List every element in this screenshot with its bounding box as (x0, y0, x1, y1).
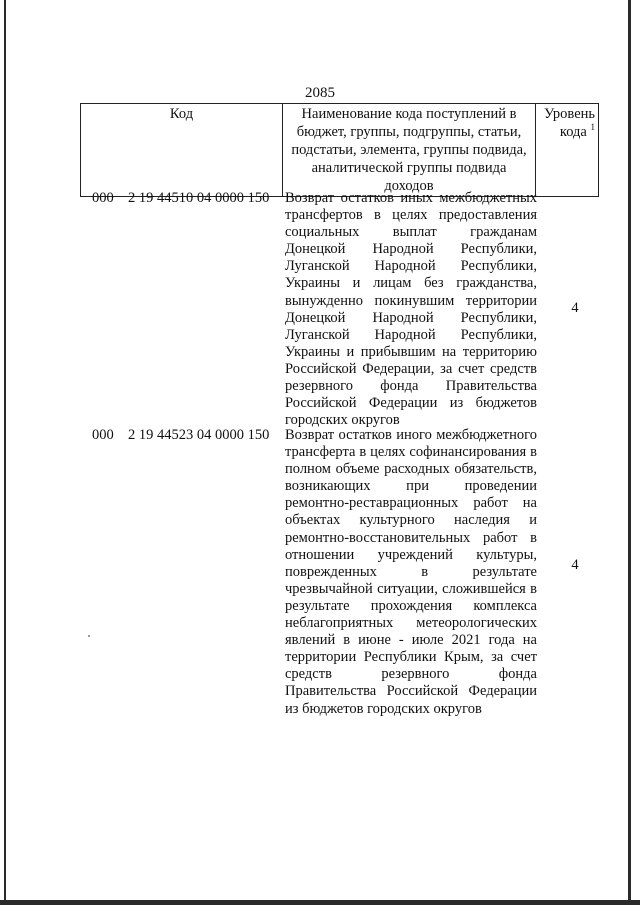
row-1-name-line: Возврат остатков иных межбюджетных (285, 190, 537, 206)
column-header-table (80, 103, 599, 197)
row-1-name-line: Донецкой Народной Республики, (285, 309, 537, 326)
row-1-admin-code: 000 (92, 190, 114, 206)
row-2-level: 4 (571, 557, 579, 573)
scan-speck (88, 635, 90, 637)
row-1-name-line: Донецкой Народной Республики, (285, 241, 537, 258)
row-1-name-line: трансфертов в целях предоставления (285, 207, 537, 224)
row-2-kbk-code: 2 19 44523 04 0000 150 (128, 427, 270, 443)
row-1-name-line: Российской Федерации, за счет средств (285, 360, 537, 377)
header-level-cell (536, 104, 599, 197)
row-2-name-line: результате прохождения комплекса (285, 597, 537, 614)
row-2-name-line: ремонтно-реставрационных работ на (285, 495, 537, 512)
row-2-name-line: поврежденных в результате (285, 563, 537, 580)
header-level-word: кода (559, 124, 587, 140)
row-2-name-line: объектах культурного наследия и (285, 512, 537, 529)
row-1-name-line: резервного фонда Правительства (285, 378, 537, 395)
footnote-mark: 1 (590, 122, 595, 132)
header-level-line-2 (539, 123, 595, 141)
row-2-name-line: чрезвычайной ситуации, сложившейся в (285, 580, 537, 597)
row-2-name-line: территории Республики Крым, за счет (285, 649, 537, 666)
row-1-level: 4 (571, 300, 579, 316)
row-2-name-line: полном объеме расходных обязательств, (285, 461, 537, 478)
row-2-name-line: явлений в июне - июле 2021 года на (285, 632, 537, 649)
row-2-name-line: отношении учреждений культуры, (285, 546, 537, 563)
row-2-name-line: ремонтно-восстановительных работ в (285, 529, 537, 546)
row-1-name-line: социальных выплат гражданам (285, 224, 537, 241)
scan-border-right (628, 0, 631, 905)
row-1-name-line: Луганской Народной Республики, (285, 258, 537, 275)
header-code-label: Код (169, 106, 194, 122)
row-2-name-line: средств резервного фонда (285, 666, 537, 683)
row-1-name-line: Российской Федерации из бюджетов (285, 395, 537, 412)
row-1-name (285, 190, 537, 429)
header-name-line: аналитической группы подвида доходов (311, 160, 507, 194)
header-name-line: подстатьи, элемента, группы подвида, (291, 142, 527, 158)
row-1-name-line: Украины и лицам без гражданства, (285, 275, 537, 292)
header-name-line: Наименование кода поступлений в (301, 106, 517, 122)
row-2-name-line: из бюджетов городских округов (285, 700, 482, 717)
row-2-name-line: Возврат остатков иного межбюджетного (285, 427, 537, 443)
row-2-admin-code: 000 (92, 427, 114, 443)
row-2-name-line: Правительства Российской Федерации (285, 683, 537, 700)
scan-border-bottom (0, 900, 640, 905)
row-2-name-line: возникающих при проведении (285, 478, 537, 495)
row-1-name-line: вынужденно покинувшим территории (285, 292, 537, 309)
row-1-name-line: Луганской Народной Республики, (285, 326, 537, 343)
row-1-name-line: Украины и прибывшим на территорию (285, 343, 537, 360)
row-1-kbk-code: 2 19 44510 04 0000 150 (128, 190, 270, 206)
header-level-line: Уровень (543, 106, 595, 122)
row-1-name-line: городских округов (285, 412, 400, 429)
row-2-name-line: неблагоприятных метеорологических (285, 615, 537, 632)
row-2-name-line: трансферта в целях софинансирования в (285, 444, 537, 461)
header-name-cell (283, 104, 536, 197)
header-code-cell (81, 104, 283, 197)
row-2-name (285, 427, 537, 718)
page-number: 2085 (305, 85, 335, 101)
scan-border-left (4, 0, 6, 905)
header-name-line: бюджет, группы, подгруппы, статьи, (296, 124, 522, 140)
